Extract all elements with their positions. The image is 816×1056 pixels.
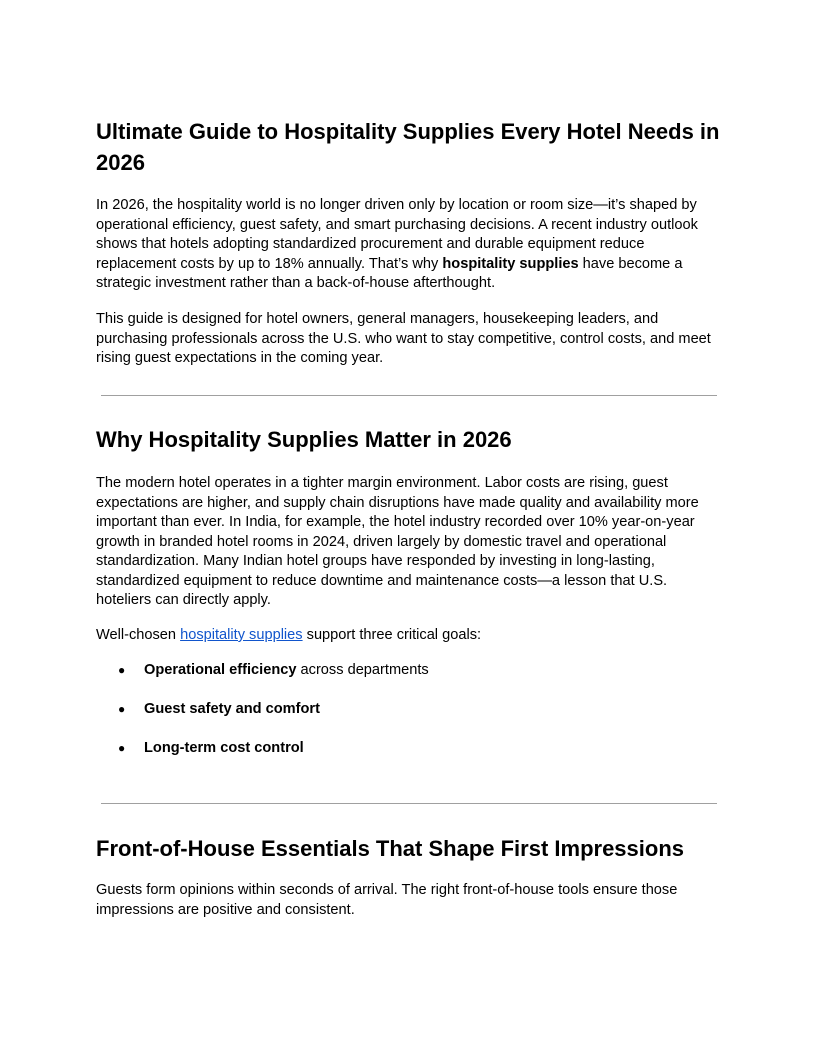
list-item [96, 661, 720, 700]
why-p2-text: Well-chosen [96, 627, 181, 643]
hospitality-supplies-link[interactable]: hospitality supplies [180, 627, 303, 643]
why-paragraph-2 [96, 626, 720, 646]
why-paragraph-1: The modern hotel operates in a tighter margin environment. Labor costs are rising, guest expectations are higher, and supply chain disruptions have made quality and availability more important than ever. In India, for example, the hotel industry recorded over 10% year-on-year growth in branded hotel rooms in 2024, driven largely by domestic travel and operational standardization. Many Indian hotel groups have responded by investing in long-lasting, standardized equipment to reduce downtime and maintenance costs—a lesson that U.S. hoteliers can directly apply. [96, 475, 699, 608]
bullet-icon: ● [118, 663, 126, 677]
intro-p1-text-end: have become a strategic investment rather than a back-of-house afterthought. [96, 255, 683, 291]
page-title: Ultimate Guide to Hospitality Supplies Every Hotel Needs in 2026 [96, 119, 720, 175]
bullet-icon: ● [118, 741, 126, 755]
goal-bold: Long-term cost control [144, 740, 304, 756]
intro-p1-bold: hospitality supplies [442, 255, 579, 272]
section-heading-why: Why Hospitality Supplies Matter in 2026 [96, 427, 512, 452]
section-divider [101, 395, 717, 396]
goal-text: across departments [296, 662, 429, 678]
bullet-icon: ● [118, 702, 126, 716]
section-heading-front-of-house: Front-of-House Essentials That Shape First Impressions [96, 836, 684, 861]
goals-list [96, 661, 720, 778]
front-paragraph-1: Guests form opinions within seconds of arrival. The right front-of-house tools ensure those impressions are positive and consistent. [96, 882, 678, 918]
section-divider [101, 803, 717, 804]
goal-bold: Operational efficiency [144, 662, 297, 678]
intro-paragraph-1 [96, 196, 720, 294]
list-item [96, 739, 720, 778]
intro-p1-text: In 2026, the hospitality world is no longer driven only by location or room size—it’s shaped by operational efficiency, guest safety, and smart purchasing decisions. A recent industry outlook shows that hotels adopting standardized procurement and durable equipment reduce replacement costs by up to 18% annually. That’s why [96, 197, 698, 272]
goal-bold: Guest safety and comfort [144, 701, 320, 717]
intro-paragraph-2: This guide is designed for hotel owners, general managers, housekeeping leaders, and purchasing professionals across the U.S. who want to stay competitive, control costs, and meet rising guest expectations in the coming year. [96, 311, 711, 366]
why-p2-text-end: support three critical goals: [302, 627, 482, 643]
list-item [96, 700, 720, 739]
